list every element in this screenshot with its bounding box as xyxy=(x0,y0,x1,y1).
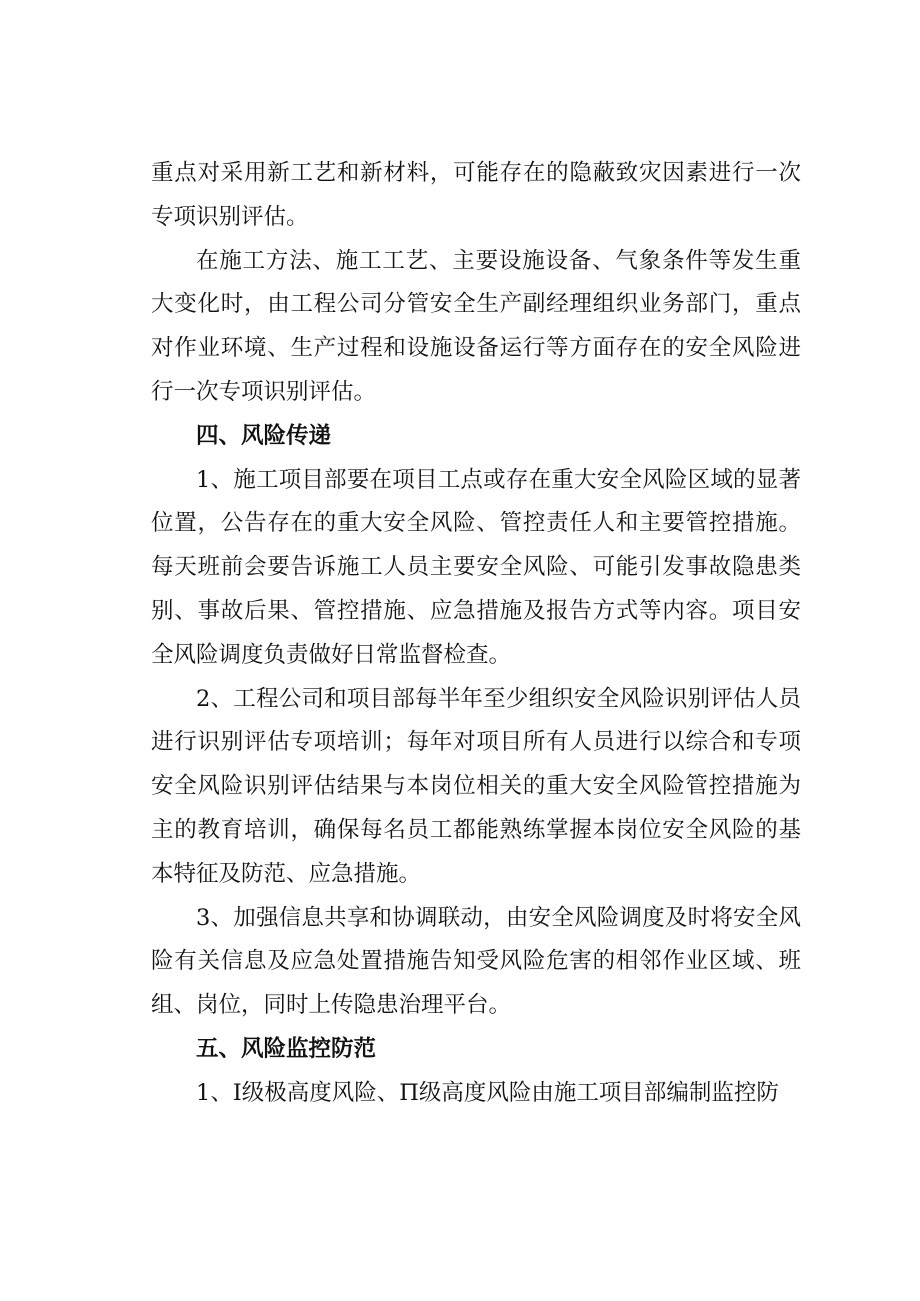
paragraph-item-1: 1、施工项目部要在项目工点或存在重大安全风险区域的显著位置，公告存在的重大安全风险、管控责任人和主要管控措施。每天班前会要告诉施工人员主要安全风险、可能引发事故隐患类别、事故后果、管控措施、应急措施及报告方式等内容。项目安全风险调度负责做好日常监督检查。 xyxy=(151,466,801,668)
paragraph-item-3: 3、加强信息共享和协调联动，由安全风险调度及时将安全风险有关信息及应急处置措施告知受风险危害的相邻作业区域、班组、岗位，同时上传隐患治理平台。 xyxy=(151,904,801,1019)
paragraph-continuation: 重点对采用新工艺和新材料，可能存在的隐蔽致灾因素进行一次专项识别评估。 xyxy=(151,160,801,230)
paragraph-special-assessment: 在施工方法、施工工艺、主要设施设备、气象条件等发生重大变化时，由工程公司分管安全生产副经理组织业务部门，重点对作业环境、生产过程和设施设备运行等方面存在的安全风险进行一次专项识别评估。 xyxy=(151,247,801,405)
paragraph-item-2: 2、工程公司和项目部每半年至少组织安全风险识别评估人员进行识别评估专项培训；每年对项目所有人员进行以综合和专项安全风险识别评估结果与本岗位相关的重大安全风险管控措施为主的教育培训，确保每名员工都能熟练掌握本岗位安全风险的基本特征及防范、应急措施。 xyxy=(151,685,801,887)
paragraph-monitoring-item-1: 1、I级极高度风险、Π级高度风险由施工项目部编制监控防 xyxy=(196,1079,779,1106)
section-heading-risk-monitoring: 五、风险监控防范 xyxy=(196,1035,377,1062)
document-body xyxy=(151,152,801,1116)
section-heading-risk-transfer: 四、风险传递 xyxy=(196,422,332,449)
